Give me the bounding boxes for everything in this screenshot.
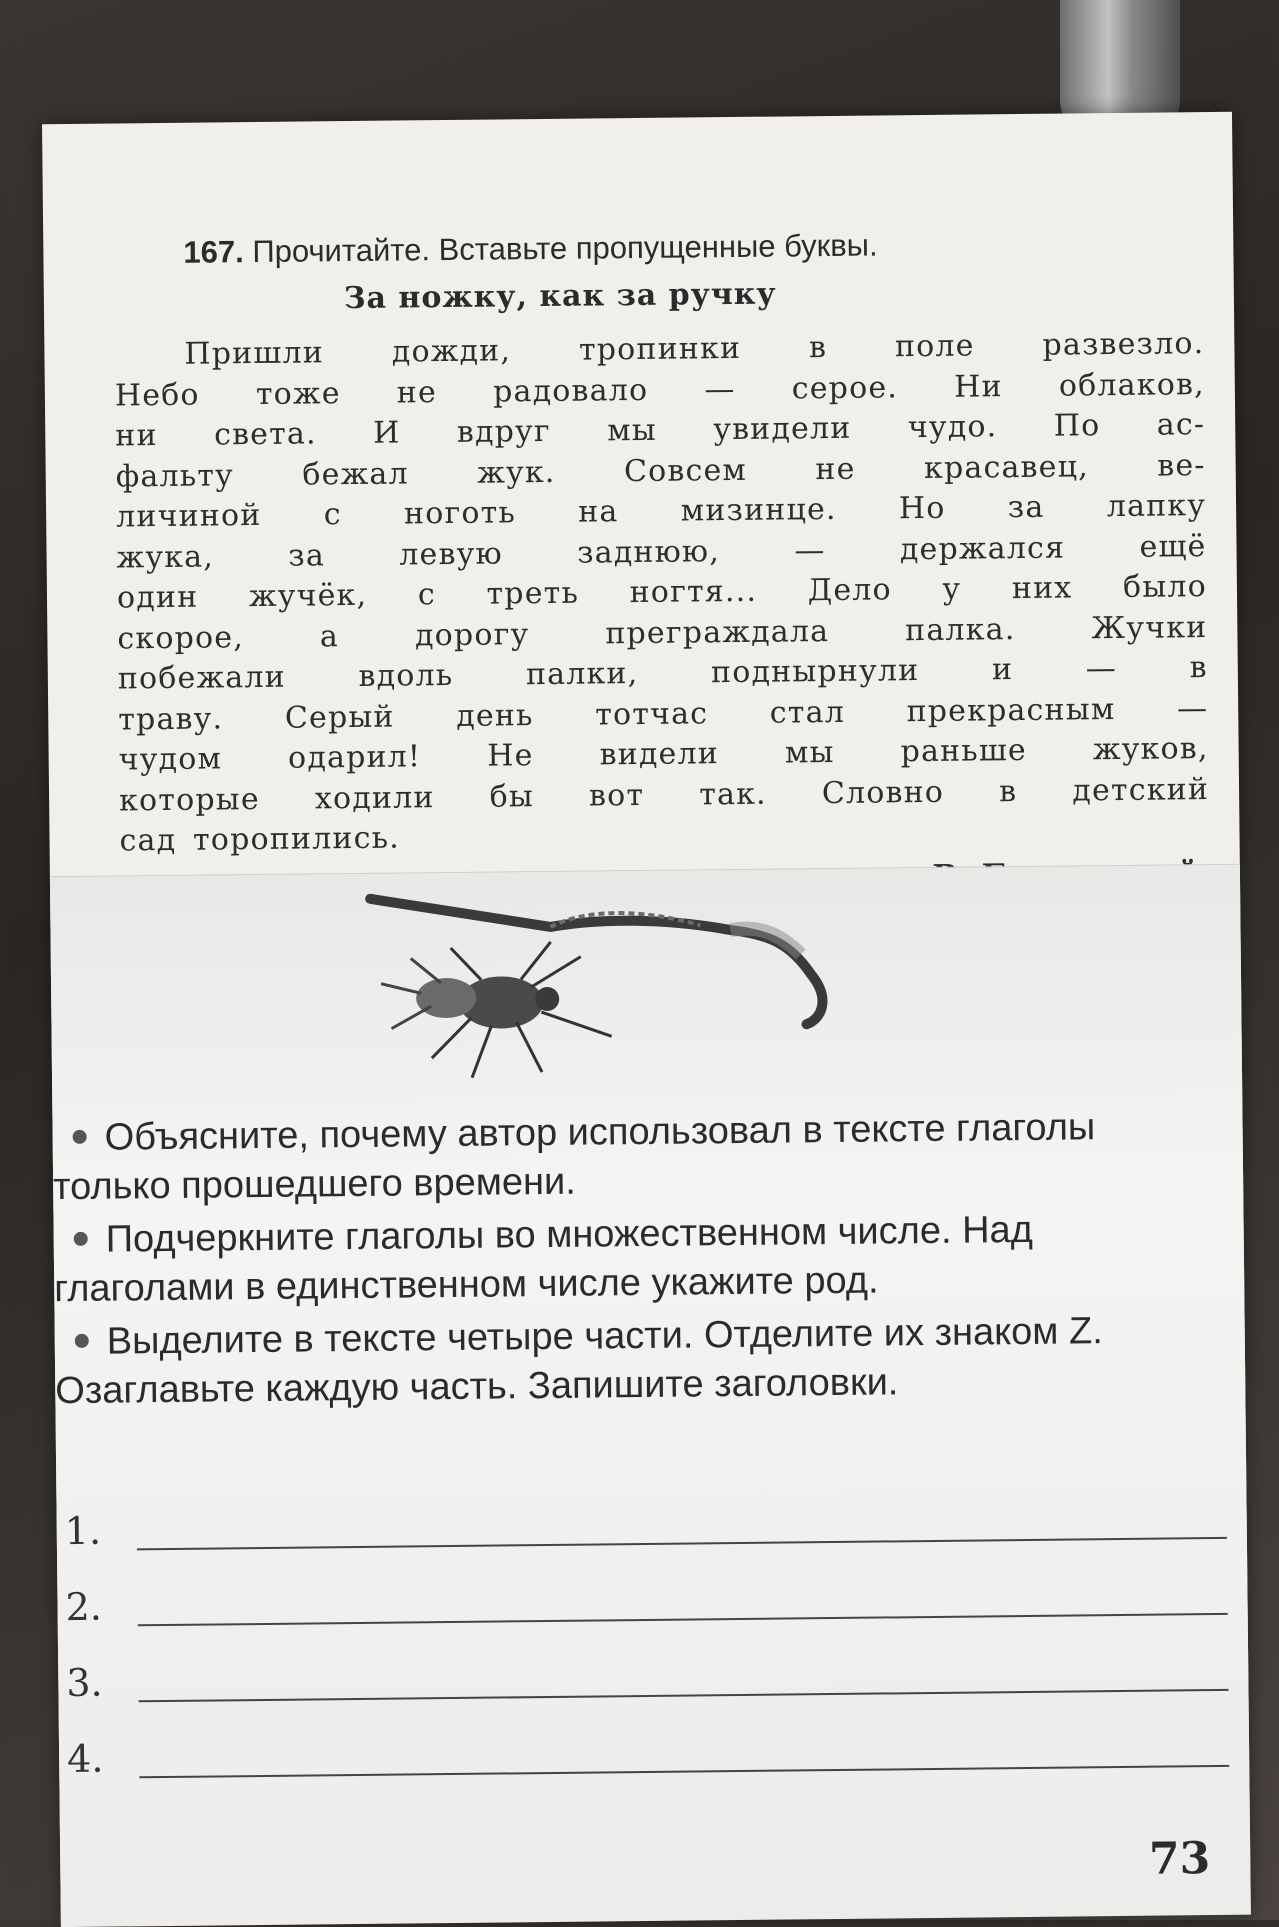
- bullet-icon: [74, 1232, 88, 1246]
- answer-row[interactable]: [59, 1725, 1250, 1813]
- answer-row[interactable]: [57, 1573, 1248, 1661]
- story-line: скорое, а дорогу преграждала палка. Жучки: [117, 609, 1208, 656]
- answer-line[interactable]: [138, 1613, 1228, 1626]
- story-line: траву. Серый день тотчас стал прекрасным —: [118, 690, 1209, 737]
- answer-label: 4.: [66, 1736, 104, 1782]
- exercise-header: [183, 224, 1183, 270]
- exercise-number: 167.: [183, 234, 244, 270]
- story-line: сад торопились.: [119, 820, 401, 859]
- task-item: [55, 1306, 1226, 1416]
- bullet-icon: [73, 1130, 87, 1144]
- answer-line[interactable]: [139, 1689, 1229, 1702]
- answer-label: 2.: [65, 1584, 103, 1630]
- task-text: Выделите в тексте четыре части. Отделите их знаком Z. Озаглавьте каждую часть. Запишите заголовки.: [55, 1310, 1103, 1413]
- beetles-on-stick-illustration: [350, 883, 912, 1119]
- story-line: Пришли дожди, тропинки в поле развезло.: [184, 326, 1205, 372]
- workbook-page: [42, 112, 1251, 1926]
- task-item: [53, 1204, 1224, 1314]
- answer-row[interactable]: [58, 1649, 1249, 1737]
- story-line: которые ходили бы вот так. Словно в детский: [118, 771, 1210, 818]
- story-line: Небо тоже не радовало — серое. Ни облаков,: [114, 366, 1206, 413]
- story-title: За ножку, как за ручку: [343, 276, 777, 317]
- answer-line[interactable]: [137, 1537, 1227, 1550]
- task-item: [52, 1102, 1223, 1212]
- answer-label: 1.: [64, 1508, 102, 1554]
- story-line: фальту бежал жук. Совсем не красавец, ве-: [115, 447, 1206, 494]
- task-list: [52, 1102, 1225, 1420]
- page-number: 73: [1148, 1833, 1211, 1885]
- answer-lines: [57, 1497, 1250, 1813]
- story-line: побежали вдоль палки, поднырнули и — в: [117, 650, 1208, 697]
- task-text: Подчеркните глаголы во множественном числе. Над глаголами в единственном числе укажите род.: [54, 1208, 1034, 1311]
- story-line: один жучёк, с треть ногтя... Дело у них было: [116, 569, 1208, 616]
- story-line: ни света. И вдруг мы увидели чудо. По ас-: [115, 407, 1206, 454]
- answer-row[interactable]: [57, 1497, 1248, 1585]
- story-line: чудом одарил! Не видели мы раньше жуков,: [118, 731, 1209, 778]
- bullet-icon: [75, 1334, 89, 1348]
- story-line: жука, за левую заднюю, — держался ещё: [116, 528, 1207, 575]
- answer-label: 3.: [66, 1660, 103, 1706]
- answer-line[interactable]: [139, 1765, 1229, 1778]
- task-text: Объясните, почему автор использовал в тексте глаголы только прошедшего времени.: [52, 1106, 1096, 1209]
- exercise-instruction: Прочитайте. Вставьте пропущенные буквы.: [252, 227, 878, 270]
- story-line: личиной с ноготь на мизинце. Но за лапку: [115, 488, 1207, 535]
- story-text: [114, 324, 1209, 862]
